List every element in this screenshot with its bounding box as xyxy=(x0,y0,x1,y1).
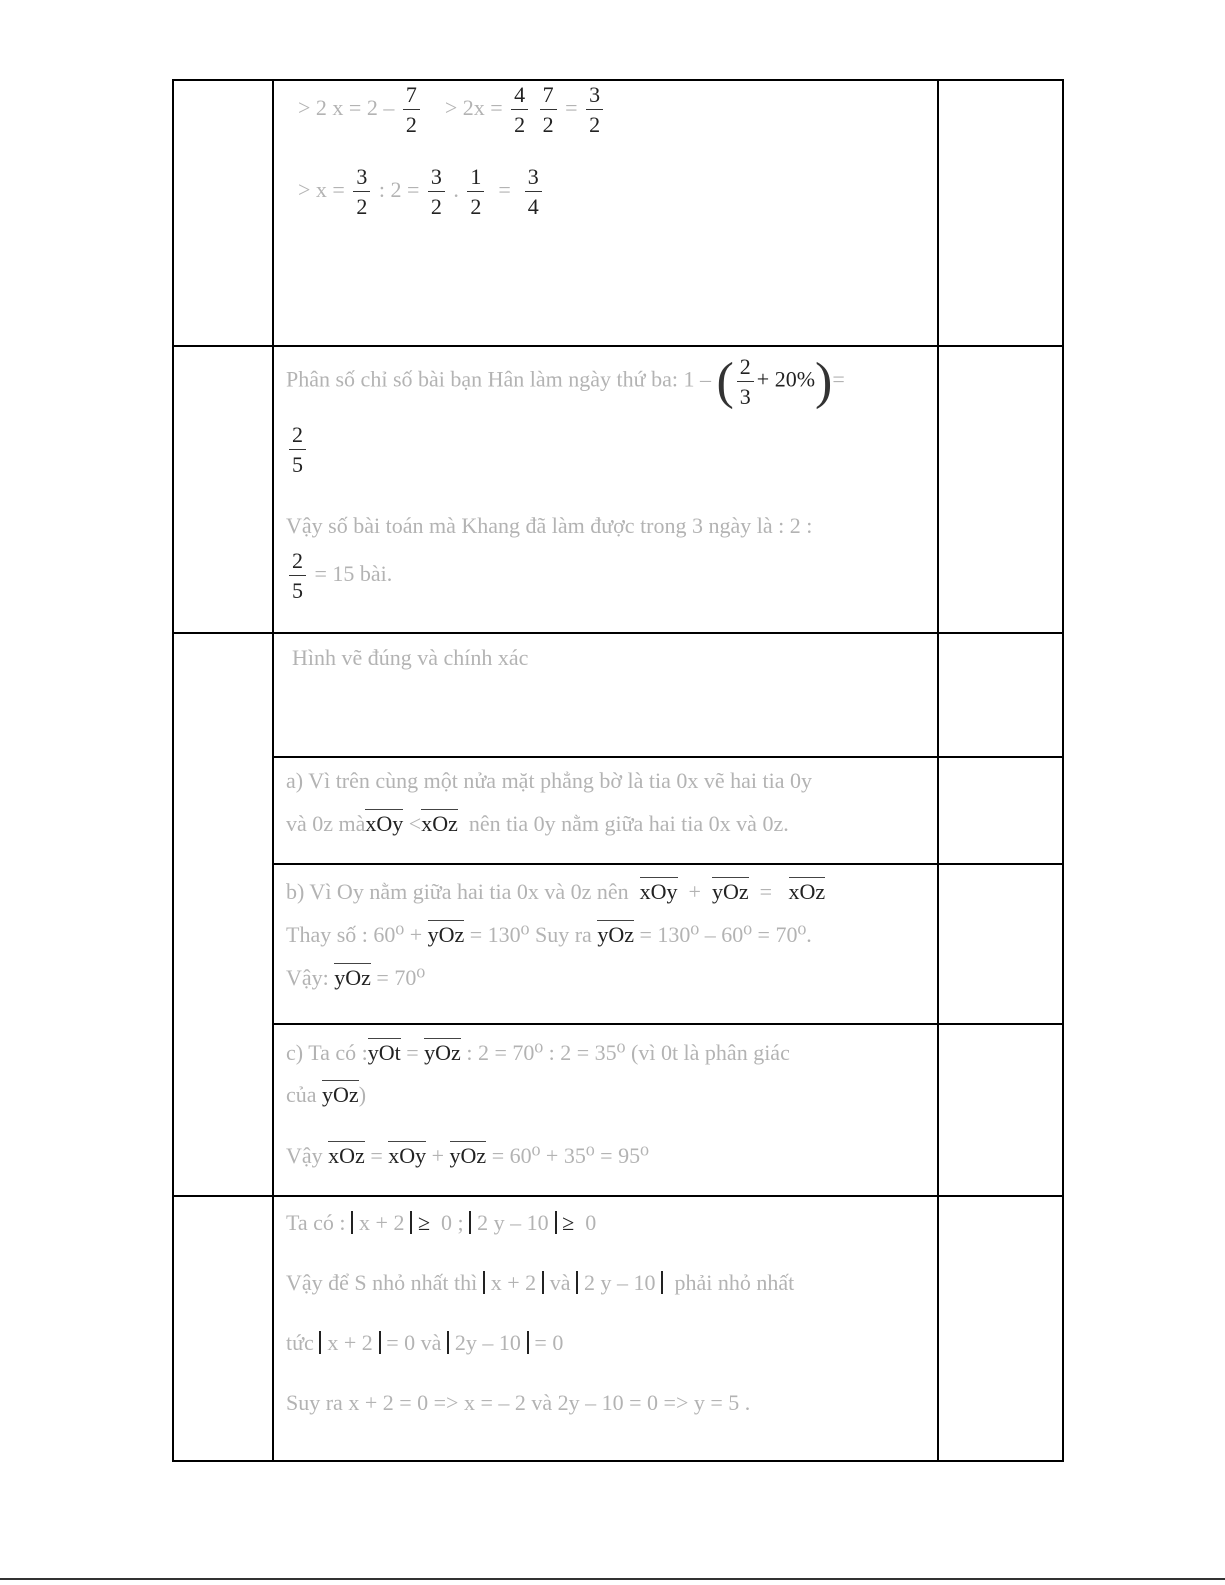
zero-condition-line: tức x + 2 = 0 và 2y – 10 = 0 xyxy=(286,1330,564,1355)
total-problems-line: Vậy số bài toán mà Khang đã làm được trong 3 ngày là : 2 : xyxy=(286,513,813,538)
row-divider xyxy=(172,1195,1064,1197)
equation-line-1: > 2 x = 2 – $\frac{7}{2}$ > 2x = $\frac{4}{2}$ $\frac{7}{2}$ = $\frac{3}{2}$ xyxy=(298,84,606,136)
row-divider xyxy=(172,632,1064,634)
row-divider xyxy=(273,756,1064,758)
fraction-day-three-line: Phân số chỉ số bài bạn Hân làm ngày thứ ba: 1 – ( $\frac{2}{3}$ + 20%)= xyxy=(286,353,845,410)
solution-line: Suy ra x + 2 = 0 => x = – 2 và 2y – 10 = 0 => y = 5 . xyxy=(286,1390,751,1415)
table-bottom-border xyxy=(172,1460,1064,1462)
figure-note: Hình vẽ đúng và chính xác xyxy=(292,645,529,670)
part-b-line-2: Thay số : 60⁰ + yOz = 130⁰ Suy ra yOz = 130⁰ – 60⁰ = 70⁰. xyxy=(286,922,812,947)
table-top-border xyxy=(172,79,1064,81)
column-border xyxy=(172,79,174,1462)
row-divider xyxy=(273,863,1064,865)
minimum-condition-line: Vậy để S nhỏ nhất thì x + 2 và 2 y – 10 phải nhỏ nhất xyxy=(286,1270,795,1295)
part-b-line-3: Vậy: yOz = 70⁰ xyxy=(286,965,426,990)
row-divider xyxy=(273,1023,1064,1025)
part-b-line-1: b) Vì Oy nằm giữa hai tia 0x và 0z nên xOy + yOz = xOz xyxy=(286,879,826,904)
part-c-line-1: c) Ta có :yOt = yOz : 2 = 70⁰ : 2 = 35⁰ (vì 0t là phân giác xyxy=(286,1040,790,1065)
part-c-line-2: của yOz) xyxy=(286,1082,367,1107)
column-border xyxy=(937,79,939,1462)
page-bottom-rule xyxy=(0,1578,1225,1580)
part-a-line-2: và 0z màxOy <xOz nên tia 0y nằm giữa hai tia 0x và 0z. xyxy=(286,811,789,836)
part-c-line-3: Vậy xOz = xOy + yOz = 60⁰ + 35⁰ = 95⁰ xyxy=(286,1143,649,1168)
part-a-line-1: a) Vì trên cùng một nửa mặt phẳng bờ là tia 0x vẽ hai tia 0y xyxy=(286,768,812,793)
inequality-line: Ta có : x + 2 ≥ 0 ; 2 y – 10 ≥ 0 xyxy=(286,1210,597,1235)
column-border xyxy=(1062,79,1064,1462)
total-problems-result: $\frac{2}{5}$ = 15 bài. xyxy=(286,550,392,602)
fraction-result: $\frac{2}{5}$ xyxy=(286,424,309,476)
equation-line-2: > x = $\frac{3}{2}$ : 2 = $\frac{3}{2}$ . $\frac{1}{2}$ = $\frac{3}{4}$ xyxy=(298,166,545,218)
column-border xyxy=(272,79,274,1462)
row-divider xyxy=(172,345,1064,347)
